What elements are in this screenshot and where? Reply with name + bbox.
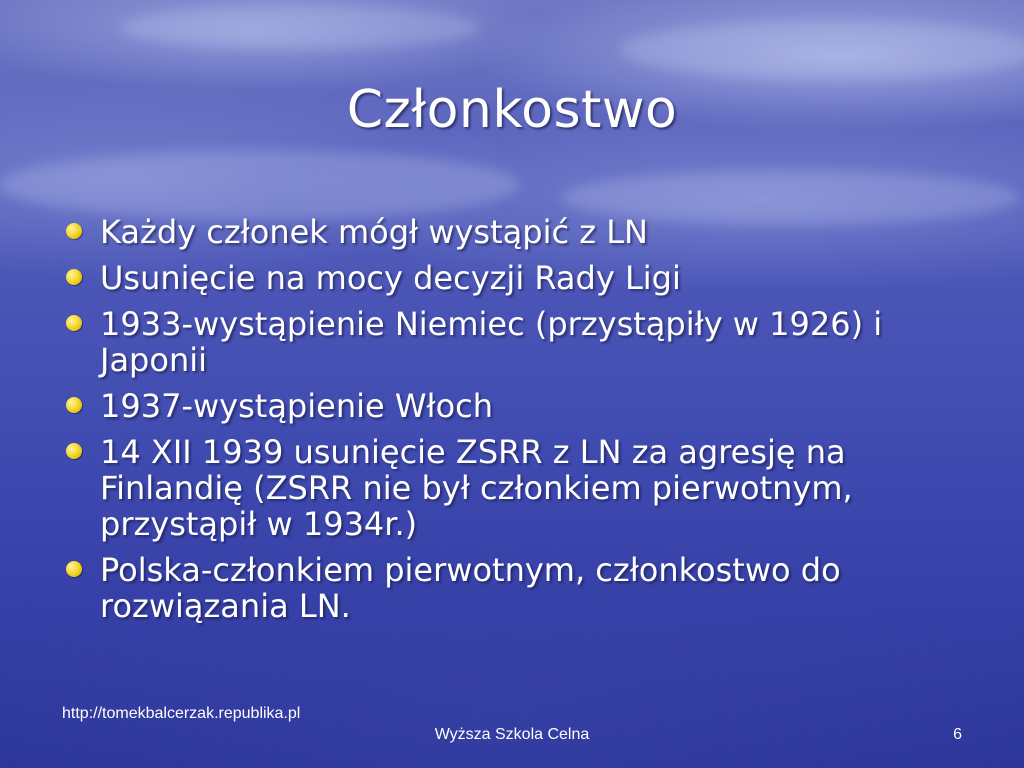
footer-school-name: Wyższa Szkola Celna <box>434 726 590 743</box>
cloud-decoration <box>120 5 480 50</box>
bullet-item <box>62 434 962 542</box>
slide-title: Członkostwo <box>346 80 678 140</box>
bullet-icon <box>66 223 82 239</box>
cloud-decoration <box>620 20 1024 80</box>
bullet-text: 1933-wystąpienie Niemiec (przystąpiły w 1926) i Japonii <box>100 305 883 379</box>
bullet-list <box>62 214 962 634</box>
bullet-text: Usunięcie na mocy decyzji Rady Ligi <box>100 259 681 297</box>
bullet-item <box>62 260 962 296</box>
bullet-item <box>62 388 962 424</box>
bullet-icon <box>66 269 82 285</box>
bullet-text: 1937-wystąpienie Włoch <box>100 387 494 425</box>
bullet-item <box>62 214 962 250</box>
footer-url: http://tomekbalcerzak.republika.pl <box>62 705 301 722</box>
cloud-decoration <box>0 150 520 220</box>
bullet-text: 14 XII 1939 usunięcie ZSRR z LN za agresję na Finlandię (ZSRR nie był członkiem pierwotnym, przystąpił w 1934r.) <box>100 433 853 543</box>
bullet-text: Polska-członkiem pierwotnym, członkostwo do rozwiązania LN. <box>100 551 841 625</box>
slide-number: 6 <box>953 726 962 743</box>
bullet-text: Każdy członek mógł wystąpić z LN <box>100 213 648 251</box>
bullet-icon <box>66 397 82 413</box>
bullet-icon <box>66 561 82 577</box>
bullet-item <box>62 552 962 624</box>
bullet-item <box>62 306 962 378</box>
bullet-icon <box>66 315 82 331</box>
bullet-icon <box>66 443 82 459</box>
